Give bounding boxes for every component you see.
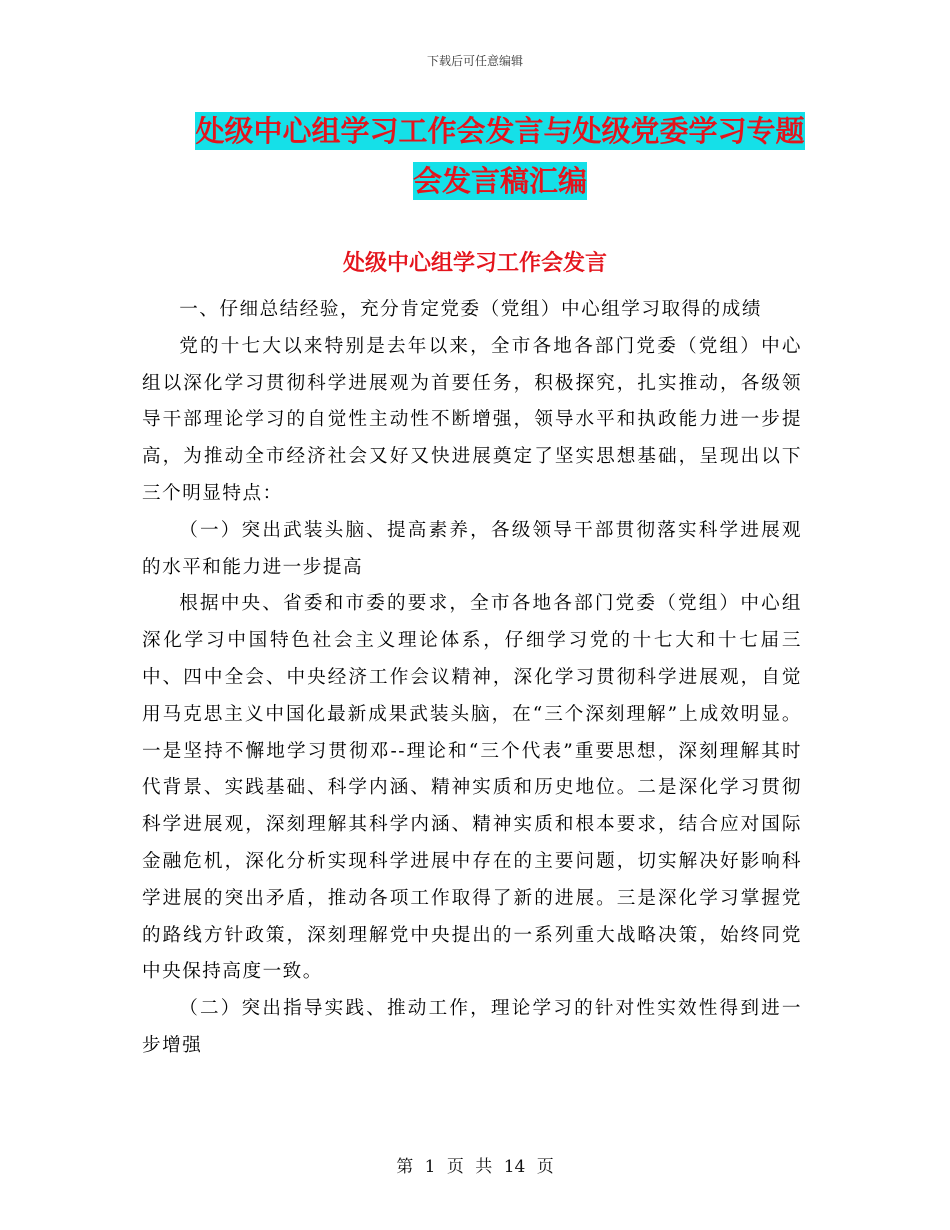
section-title: 处级中心组学习工作会发言 xyxy=(342,250,607,276)
document-title xyxy=(190,106,810,206)
document-title-text: 处级中心组学习工作会发言与处级党委学习专题会发言稿汇编 xyxy=(195,114,805,198)
document-body xyxy=(142,292,802,1065)
paragraph: 党的十七大以来特别是去年以来，全市各地各部门党委（党组）中心组以深化学习贯彻科学进展观为首要任务，积极探究，扎实推动，各级领导干部理论学习的自觉性主动性不断增强，领导水平和执政能力进一步提高，为推动全市经济社会又好又快进展奠定了坚实思想基础，呈现出以下三个明显特点： xyxy=(142,335,802,504)
paragraph: （一）突出武装头脑、提高素养，各级领导干部贯彻落实科学进展观的水平和能力进一步提高 xyxy=(142,519,802,578)
paragraph: （二）突出指导实践、推动工作，理论学习的针对性实效性得到进一步增强 xyxy=(142,998,802,1056)
paragraph: 一、仔细总结经验，充分肯定党委（党组）中心组学习取得的成绩 xyxy=(179,299,762,320)
page-number: 第 1 页 共 14 页 xyxy=(396,1157,554,1177)
paragraph: 根据中央、省委和市委的要求，全市各地各部门党委（党组）中心组深化学习中国特色社会主义理论体系，仔细学习党的十七大和十七届三中、四中全会、中央经济工作会议精神，深化学习贯彻科学进展观，自觉用马克思主义中国化最新成果武装头脑，在“三个深刻理解”上成效明显。一是坚持不懈地学习贯彻邓--理论和“三个代表”重要思想，深刻理解其时代背景、实践基础、科学内涵、精神实质和历史地位。二是深化学习贯彻科学进展观，深刻理解其科学内涵、精神实质和根本要求，结合应对国际金融危机，深化分析实现科学进展中存在的主要问题，切实解决好影响科学进展的突出矛盾，推动各项工作取得了新的进展。三是深化学习掌握党的路线方针政策，深刻理解党中央提出的一系列重大战略决策，始终同党中央保持高度一致。 xyxy=(142,593,802,983)
header-note: 下载后可任意编辑 xyxy=(426,54,523,68)
